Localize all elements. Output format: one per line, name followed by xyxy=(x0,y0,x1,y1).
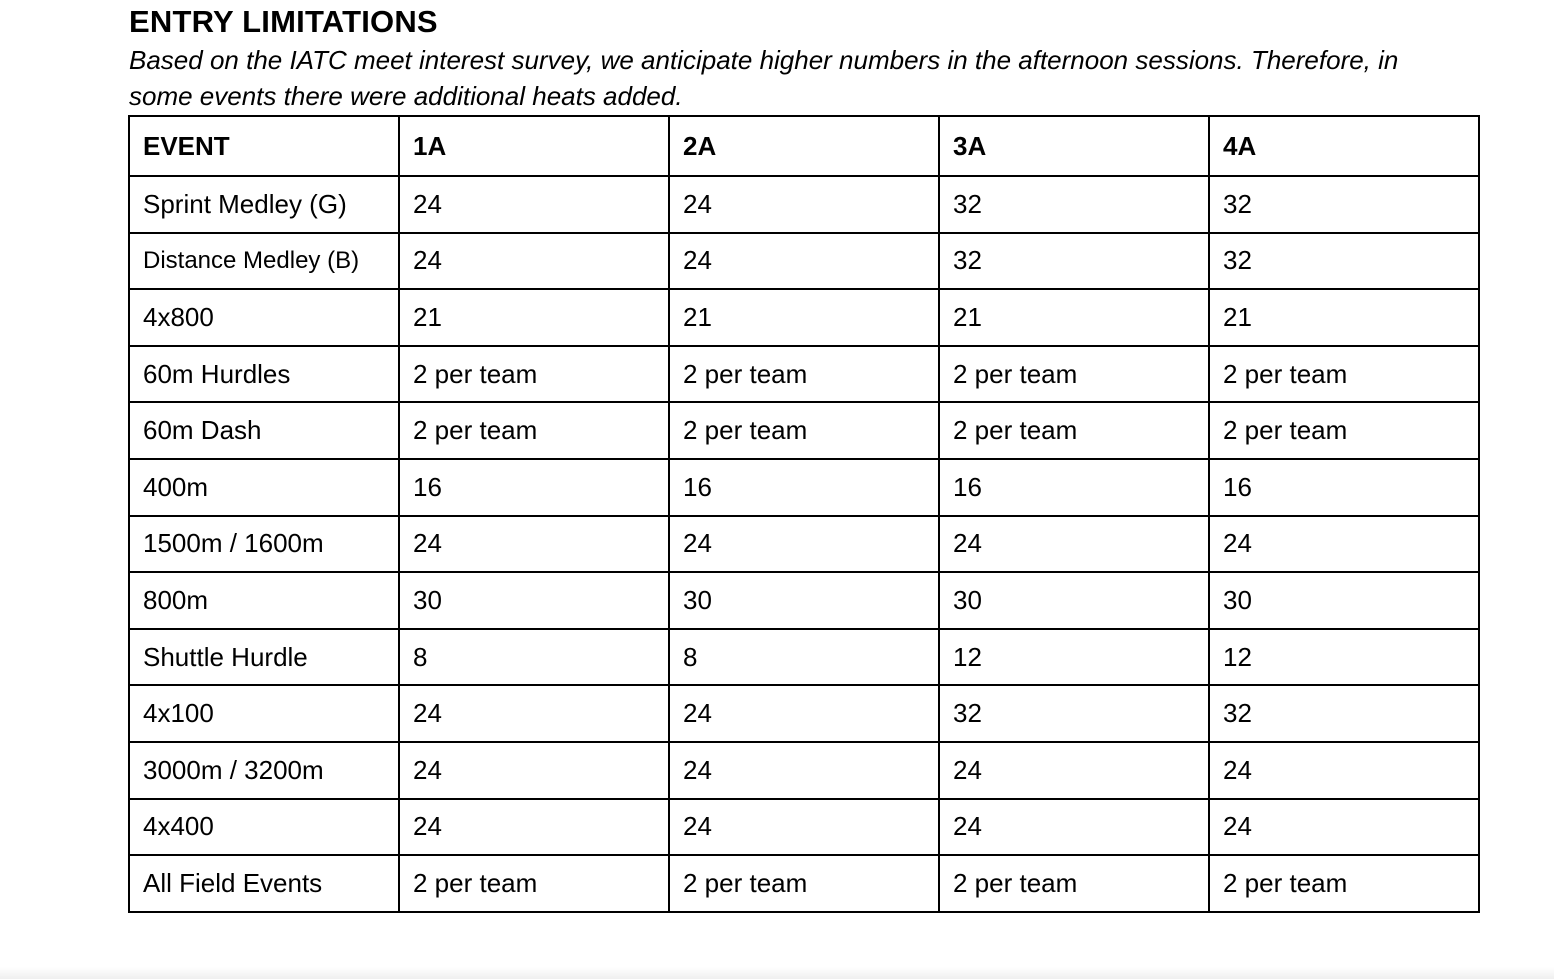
limit-cell-3a: 24 xyxy=(939,799,1209,856)
limit-cell-4a: 2 per team xyxy=(1209,346,1479,403)
limit-cell-4a: 32 xyxy=(1209,233,1479,290)
event-cell: 4x400 xyxy=(129,799,399,856)
event-cell: 3000m / 3200m xyxy=(129,742,399,799)
table-row xyxy=(129,855,1479,912)
limit-cell-4a: 24 xyxy=(1209,742,1479,799)
limit-cell-2a: 21 xyxy=(669,289,939,346)
table-row xyxy=(129,459,1479,516)
table-row xyxy=(129,799,1479,856)
limit-cell-2a: 24 xyxy=(669,516,939,573)
limit-cell-1a: 24 xyxy=(399,799,669,856)
limit-cell-1a: 24 xyxy=(399,233,669,290)
table-row xyxy=(129,346,1479,403)
section-heading: ENTRY LIMITATIONS xyxy=(129,4,438,39)
event-cell: Shuttle Hurdle xyxy=(129,629,399,686)
limit-cell-1a: 2 per team xyxy=(399,855,669,912)
header-event: EVENT xyxy=(129,116,399,176)
header-4a: 4A xyxy=(1209,116,1479,176)
limit-cell-4a: 24 xyxy=(1209,799,1479,856)
limit-cell-2a: 24 xyxy=(669,799,939,856)
limit-cell-3a: 24 xyxy=(939,516,1209,573)
limit-cell-4a: 32 xyxy=(1209,176,1479,233)
limit-cell-1a: 24 xyxy=(399,516,669,573)
limit-cell-1a: 21 xyxy=(399,289,669,346)
event-cell: Sprint Medley (G) xyxy=(129,176,399,233)
limit-cell-1a: 2 per team xyxy=(399,402,669,459)
limit-cell-3a: 30 xyxy=(939,572,1209,629)
limit-cell-2a: 8 xyxy=(669,629,939,686)
limit-cell-2a: 2 per team xyxy=(669,346,939,403)
event-cell: 60m Hurdles xyxy=(129,346,399,403)
limit-cell-3a: 32 xyxy=(939,176,1209,233)
limit-cell-1a: 24 xyxy=(399,176,669,233)
limit-cell-4a: 21 xyxy=(1209,289,1479,346)
table-header-row xyxy=(129,116,1479,176)
limit-cell-1a: 2 per team xyxy=(399,346,669,403)
limit-cell-4a: 16 xyxy=(1209,459,1479,516)
limit-cell-2a: 30 xyxy=(669,572,939,629)
limit-cell-1a: 24 xyxy=(399,742,669,799)
table-row xyxy=(129,233,1479,290)
limit-cell-3a: 24 xyxy=(939,742,1209,799)
table-row xyxy=(129,176,1479,233)
event-cell: 400m xyxy=(129,459,399,516)
table-row xyxy=(129,629,1479,686)
limit-cell-3a: 2 per team xyxy=(939,855,1209,912)
limit-cell-2a: 24 xyxy=(669,233,939,290)
event-cell: All Field Events xyxy=(129,855,399,912)
limit-cell-2a: 24 xyxy=(669,176,939,233)
limit-cell-2a: 2 per team xyxy=(669,855,939,912)
limit-cell-3a: 2 per team xyxy=(939,402,1209,459)
event-cell: 4x800 xyxy=(129,289,399,346)
event-cell: 800m xyxy=(129,572,399,629)
limit-cell-1a: 30 xyxy=(399,572,669,629)
table-row xyxy=(129,516,1479,573)
limit-cell-2a: 16 xyxy=(669,459,939,516)
limit-cell-2a: 24 xyxy=(669,742,939,799)
event-cell: 60m Dash xyxy=(129,402,399,459)
table-row xyxy=(129,402,1479,459)
event-cell: 4x100 xyxy=(129,685,399,742)
header-3a: 3A xyxy=(939,116,1209,176)
intro-paragraph: Based on the IATC meet interest survey, we anticipate higher numbers in the afternoon sessions. Therefore, in some events there were additional heats added. xyxy=(129,45,1399,111)
entry-limits-table xyxy=(128,115,1480,913)
limit-cell-4a: 32 xyxy=(1209,685,1479,742)
header-1a: 1A xyxy=(399,116,669,176)
limit-cell-4a: 30 xyxy=(1209,572,1479,629)
limit-cell-2a: 24 xyxy=(669,685,939,742)
limit-cell-1a: 24 xyxy=(399,685,669,742)
limit-cell-1a: 8 xyxy=(399,629,669,686)
limit-cell-4a: 2 per team xyxy=(1209,402,1479,459)
document-page xyxy=(128,0,1480,898)
table-row xyxy=(129,572,1479,629)
limit-cell-2a: 2 per team xyxy=(669,402,939,459)
limit-cell-1a: 16 xyxy=(399,459,669,516)
limit-cell-3a: 12 xyxy=(939,629,1209,686)
limit-cell-4a: 12 xyxy=(1209,629,1479,686)
table-row xyxy=(129,685,1479,742)
header-2a: 2A xyxy=(669,116,939,176)
limit-cell-3a: 2 per team xyxy=(939,346,1209,403)
limit-cell-3a: 32 xyxy=(939,685,1209,742)
event-cell: Distance Medley (B) xyxy=(129,233,399,290)
limit-cell-3a: 16 xyxy=(939,459,1209,516)
page-bottom-shadow xyxy=(0,967,1554,979)
limit-cell-4a: 2 per team xyxy=(1209,855,1479,912)
limit-cell-3a: 32 xyxy=(939,233,1209,290)
limit-cell-3a: 21 xyxy=(939,289,1209,346)
table-row xyxy=(129,742,1479,799)
event-cell: 1500m / 1600m xyxy=(129,516,399,573)
limit-cell-4a: 24 xyxy=(1209,516,1479,573)
table-row xyxy=(129,289,1479,346)
